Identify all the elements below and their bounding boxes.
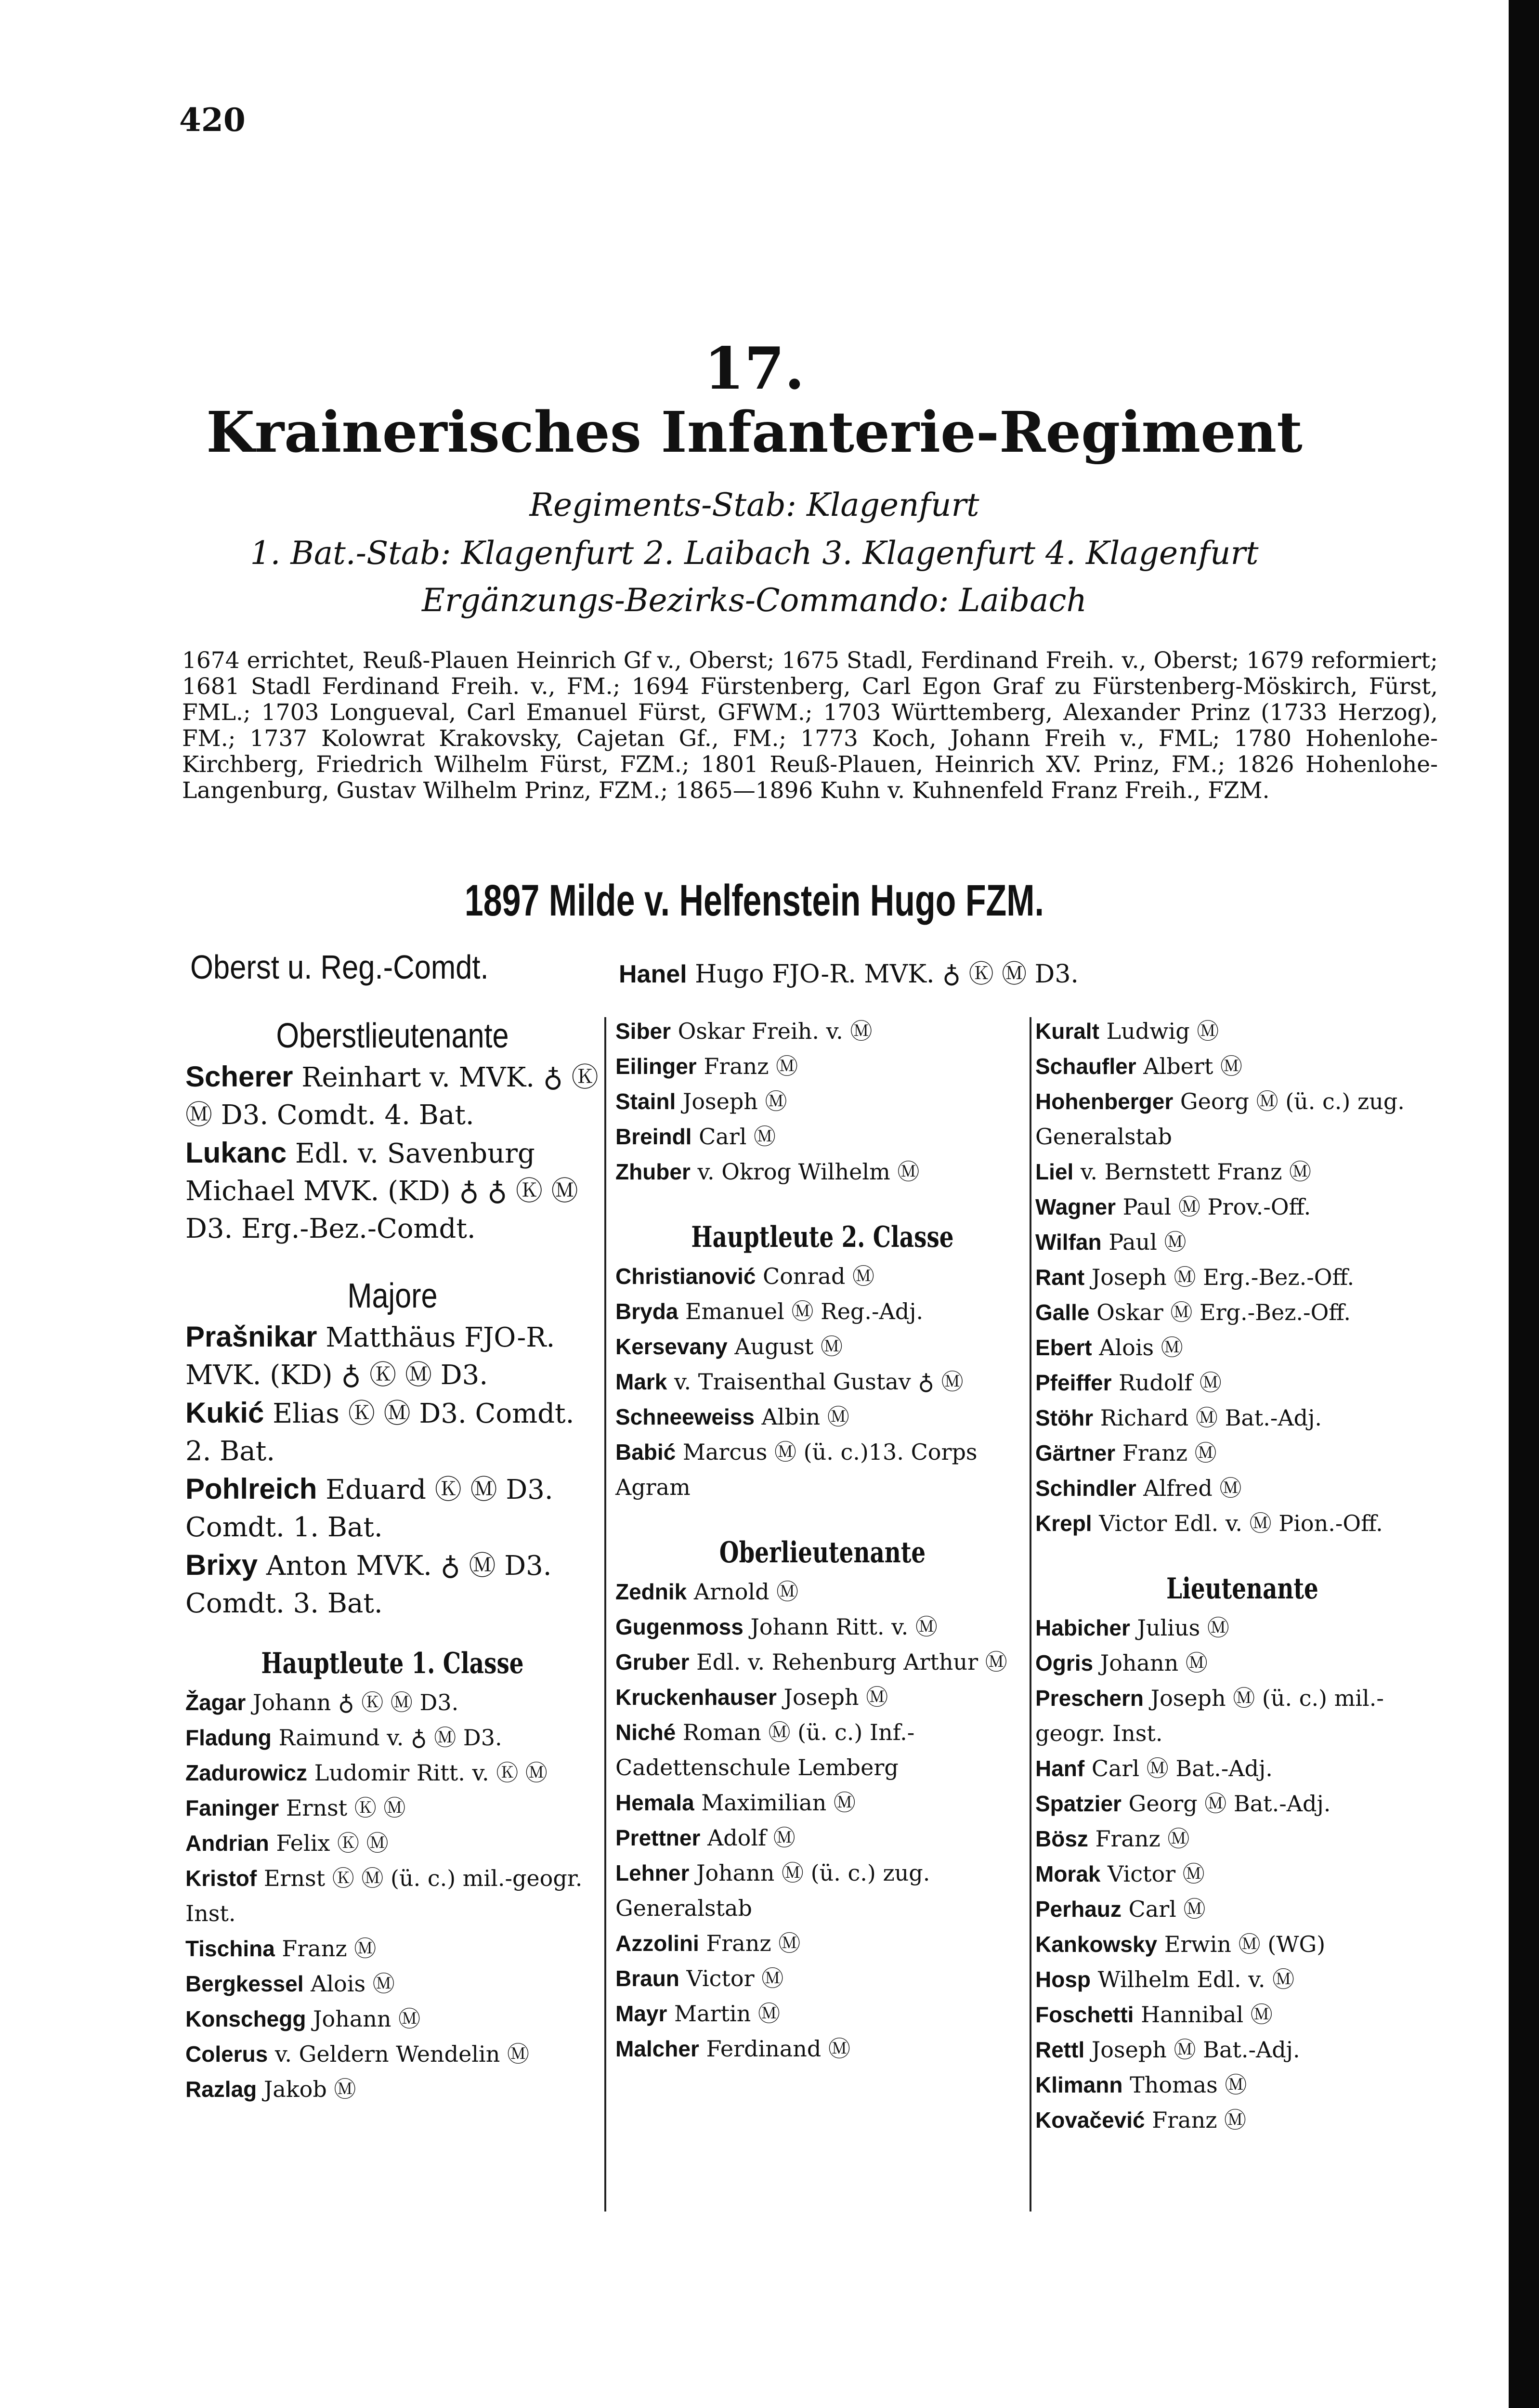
entry-name: Schaufler xyxy=(1035,1054,1136,1079)
list-item xyxy=(615,1610,1030,1645)
section-heading: Lieutenante xyxy=(1166,1572,1318,1606)
list-item xyxy=(185,1720,600,1755)
entry-details: Georg Ⓜ (ü. c.) zug. Generalstab xyxy=(1035,1088,1412,1150)
year-line: 1897 Milde v. Helfenstein Hugo FZM. xyxy=(464,876,1044,925)
section-heading: Oberlieutenante xyxy=(719,1536,926,1570)
entry-name: Pohlreich xyxy=(185,1473,317,1505)
list-item xyxy=(1035,1084,1449,1154)
entry-details: Joseph Ⓜ xyxy=(776,1684,888,1710)
entry-details: Martin Ⓜ xyxy=(667,2001,780,2027)
list-item xyxy=(185,1685,600,1720)
list-item xyxy=(615,1680,1030,1715)
entry-details: Conrad Ⓜ xyxy=(756,1263,875,1289)
oblt-cont-list xyxy=(1035,1014,1449,1541)
oblt-list xyxy=(615,1574,1030,2067)
entry-details: Alois Ⓜ xyxy=(303,1971,395,1997)
entry-name: Christianović xyxy=(615,1264,756,1289)
list-item xyxy=(1035,1154,1449,1190)
entry-name: Morak xyxy=(1035,1861,1101,1886)
entry-name: Foschetti xyxy=(1035,2002,1134,2027)
list-item xyxy=(615,1329,1030,1364)
list-item xyxy=(1035,1049,1449,1084)
majore-list xyxy=(185,1318,600,1623)
entry-details: Matthäus FJO-R. MVK. (KD) ♁ Ⓚ Ⓜ D3. xyxy=(185,1322,564,1391)
entry-name: Schneeweiss xyxy=(615,1404,755,1429)
entry-details: Carl Ⓜ xyxy=(1121,1896,1206,1922)
entry-name: Lehner xyxy=(615,1860,690,1885)
entry-details: Ferdinand Ⓜ xyxy=(699,2036,850,2062)
erganzungs-line: Ergänzungs-Bezirks-Commando: Laibach xyxy=(421,582,1087,619)
entry-name: Bryda xyxy=(615,1299,678,1324)
entry-name: Pfeiffer xyxy=(1035,1370,1112,1395)
list-item xyxy=(185,1394,600,1470)
list-item xyxy=(1035,1506,1449,1541)
list-item xyxy=(185,1755,600,1791)
entry-details: Edl. v. Rehenburg Arthur Ⓜ xyxy=(689,1649,1007,1675)
entry-details: Franz Ⓜ xyxy=(1115,1440,1217,1466)
entry-name: Hohenberger xyxy=(1035,1089,1174,1114)
entry-name: Galle xyxy=(1035,1300,1090,1325)
entry-name: Fladung xyxy=(185,1725,272,1750)
entry-name: Konschegg xyxy=(185,2006,306,2031)
list-item xyxy=(615,1926,1030,1961)
section-heading: Majore xyxy=(347,1277,438,1315)
entry-details: Joseph Ⓜ (ü. c.) mil.-geogr. Inst. xyxy=(1035,1685,1384,1746)
list-item xyxy=(1035,1997,1449,2032)
column-2 xyxy=(615,1014,1030,2067)
entry-details: Wilhelm Edl. v. Ⓜ xyxy=(1091,1966,1295,1992)
list-item xyxy=(185,1966,600,2002)
entry-details: Raimund v. ♁ Ⓜ D3. xyxy=(271,1725,502,1751)
entry-name: Prašnikar xyxy=(185,1321,317,1353)
section-heading: Hauptleute 1. Classe xyxy=(261,1647,524,1680)
entry-name: Razlag xyxy=(185,2077,257,2102)
list-item xyxy=(1035,1927,1449,1962)
entry-name: Klimann xyxy=(1035,2072,1123,2097)
list-item xyxy=(1035,1014,1449,1049)
entry-name: Colerus xyxy=(185,2042,268,2067)
entry-name: Siber xyxy=(615,1019,671,1044)
entry-details: Joseph Ⓜ Bat.-Adj. xyxy=(1084,2037,1300,2063)
entry-name: Faninger xyxy=(185,1795,279,1820)
entry-name: Lukanc xyxy=(185,1137,287,1169)
entry-name: Spatzier xyxy=(1035,1791,1122,1816)
list-item xyxy=(615,1856,1030,1926)
list-item xyxy=(615,1294,1030,1329)
list-item xyxy=(615,1645,1030,1680)
list-item xyxy=(615,1820,1030,1856)
entry-name: Babić xyxy=(615,1440,676,1465)
entry-name: Kankowsky xyxy=(1035,1932,1158,1957)
entry-details: Jakob Ⓜ xyxy=(257,2076,356,2102)
entry-name: Ebert xyxy=(1035,1335,1092,1360)
list-item xyxy=(1035,1400,1449,1436)
entry-name: Habicher xyxy=(1035,1615,1130,1640)
entry-details: Elias Ⓚ Ⓜ D3. Comdt. 2. Bat. xyxy=(185,1398,583,1467)
hptl2-list xyxy=(615,1259,1030,1505)
list-item xyxy=(1035,1681,1449,1751)
entry-details: Franz Ⓜ xyxy=(696,1053,798,1079)
list-item xyxy=(1035,1962,1449,1997)
entry-details: Johann Ⓜ xyxy=(1093,1650,1208,1676)
entry-name: Eilinger xyxy=(615,1054,697,1079)
entry-name: Kruckenhauser xyxy=(615,1685,777,1710)
entry-name: Gugenmoss xyxy=(615,1614,743,1639)
list-item xyxy=(615,1119,1030,1154)
entry-details: Ernst Ⓚ Ⓜ xyxy=(279,1795,406,1821)
entry-details: Adolf Ⓜ xyxy=(700,1825,796,1851)
entry-name: Rettl xyxy=(1035,2037,1085,2062)
entry-details: Victor Edl. v. Ⓜ Pion.-Off. xyxy=(1092,1510,1383,1536)
list-item xyxy=(615,1574,1030,1610)
entry-name: Ogris xyxy=(1035,1650,1094,1675)
entry-details: Johann Ritt. v. Ⓜ xyxy=(743,1614,938,1640)
entry-details: Albert Ⓜ xyxy=(1136,1053,1242,1079)
entry-details: Roman Ⓜ (ü. c.) Inf.-Cadettenschule Lemberg xyxy=(615,1719,915,1780)
hptl1-cont-list xyxy=(615,1014,1030,1190)
list-item xyxy=(1035,1610,1449,1646)
entry-name: Gruber xyxy=(615,1649,690,1675)
list-item xyxy=(185,2002,600,2037)
regiment-history: 1674 errichtet, Reuß-Plauen Heinrich Gf v., Oberst; 1675 Stadl, Ferdinand Freih. v., Oberst; 1679 reformiert; 1681 Stadl Ferdinand Freih. v., FM.; 1694 Fürstenberg, Carl Egon Graf zu Fürstenberg-Möskirch, Fürst, FML.; 1703 Longueval, Carl Emanuel Fürst, GFWM.; 1703 Württemberg, Alexander Prinz (1733 Herzog), FM.; 1737 Kolowrat Krakovsky, Cajetan Gf., FM.; 1773 Koch, Johann Freih v., FML; 1780 Hohenlohe-Kirchberg, Friedrich Wilhelm Fürst, FZM.; 1801 Reuß-Plauen, Heinrich XV. Prinz, FM.; 1826 Hohenlohe-Langenburg, Gustav Wilhelm Prinz, FZM.; 1865—1896 Kuhn v. Kuhnenfeld Franz Freih., FZM. xyxy=(182,647,1438,804)
entry-details: Julius Ⓜ xyxy=(1130,1615,1229,1641)
column-divider xyxy=(1030,1017,1031,2212)
list-item xyxy=(615,1961,1030,1996)
entry-name: Hanf xyxy=(1035,1756,1085,1781)
list-item xyxy=(615,1014,1030,1049)
entry-name: Žagar xyxy=(185,1690,246,1715)
list-item xyxy=(615,1084,1030,1119)
list-item xyxy=(1035,1436,1449,1471)
lt-list xyxy=(1035,1610,1449,2138)
entry-details: Franz Ⓜ xyxy=(274,1936,377,1962)
battalion-staff-line: 1. Bat.-Stab: Klagenfurt 2. Laibach 3. Klagenfurt 4. Klagenfurt xyxy=(250,535,1259,572)
entry-details: Hannibal Ⓜ xyxy=(1134,2002,1273,2028)
entry-name: Kovačević xyxy=(1035,2107,1145,2133)
entry-details: v. Okrog Wilhelm Ⓜ xyxy=(690,1159,920,1185)
entry-name: Stöhr xyxy=(1035,1405,1094,1430)
entry-details: Franz Ⓜ xyxy=(1088,1826,1190,1852)
list-item xyxy=(615,1049,1030,1084)
entry-name: Breindl xyxy=(615,1124,692,1149)
oberst-label: Oberst u. Reg.-Comdt. xyxy=(190,948,489,986)
entry-name: Niché xyxy=(615,1720,676,1745)
entry-name: Kersevany xyxy=(615,1334,728,1359)
regiment-number: 17. xyxy=(704,335,805,403)
list-item xyxy=(1035,2103,1449,2138)
entry-name: Perhauz xyxy=(1035,1897,1122,1922)
list-item xyxy=(1035,1190,1449,1225)
entry-details: Richard Ⓜ Bat.-Adj. xyxy=(1093,1405,1322,1431)
entry-name: Kukić xyxy=(185,1397,264,1429)
list-item xyxy=(185,1470,600,1546)
entry-name: Zhuber xyxy=(615,1159,691,1184)
entry-details: Felix Ⓚ Ⓜ xyxy=(269,1830,389,1856)
entry-details: Albin Ⓜ xyxy=(754,1404,849,1430)
entry-details: Victor Ⓜ xyxy=(679,1965,784,1991)
entry-name: Azzolini xyxy=(615,1931,699,1956)
entry-details: Marcus Ⓜ (ü. c.)13. Corps Agram xyxy=(615,1439,985,1500)
entry-name: Kuralt xyxy=(1035,1019,1099,1044)
entry-details: Carl Ⓜ xyxy=(691,1124,776,1150)
list-item xyxy=(615,1715,1030,1785)
entry-name: Bösz xyxy=(1035,1826,1088,1851)
entry-details: Arnold Ⓜ xyxy=(687,1579,799,1605)
entry-details: Johann Ⓜ (ü. c.) zug. Generalstab xyxy=(615,1860,938,1921)
section-heading: Oberstlieutenante xyxy=(276,1017,509,1055)
list-item xyxy=(615,1364,1030,1400)
list-item xyxy=(185,1134,600,1248)
entry-details: Paul Ⓜ xyxy=(1101,1229,1187,1255)
entry-name: Krepl xyxy=(1035,1511,1092,1536)
entry-details: Alois Ⓜ xyxy=(1092,1335,1183,1361)
oberst-entry xyxy=(619,954,1079,990)
entry-details: Ludwig Ⓜ xyxy=(1099,1018,1219,1044)
entry-name: Wilfan xyxy=(1035,1230,1102,1255)
entry-details: Franz Ⓜ xyxy=(1145,2107,1247,2133)
entry-details: Ludomir Ritt. v. Ⓚ Ⓜ xyxy=(307,1760,548,1786)
entry-name: Brixy xyxy=(185,1549,258,1581)
entry-details: Ernst Ⓚ Ⓜ (ü. c.) mil.-geogr. Inst. xyxy=(185,1865,589,1926)
list-item xyxy=(1035,1260,1449,1295)
entry-details: v. Bernstett Franz Ⓜ xyxy=(1073,1159,1312,1185)
list-item xyxy=(1035,1471,1449,1506)
entry-details: Oskar Ⓜ Erg.-Bez.-Off. xyxy=(1089,1299,1351,1325)
column-divider xyxy=(604,1017,606,2212)
entry-name: Malcher xyxy=(615,2036,699,2061)
entry-details: v. Traisenthal Gustav ♁ Ⓜ xyxy=(667,1369,964,1395)
entry-details: Edl. v. Savenburg Michael MVK. (KD) ♁ ♁ Ⓚ Ⓜ D3. Erg.-Bez.-Comdt. xyxy=(185,1138,587,1244)
entry-details: Hugo FJO-R. MVK. ♁ Ⓚ Ⓜ D3. xyxy=(687,960,1079,989)
entry-details: Rudolf Ⓜ xyxy=(1111,1370,1222,1396)
list-item xyxy=(1035,1786,1449,1821)
entry-details: Reinhart v. MVK. ♁ Ⓚ Ⓜ D3. Comdt. 4. Bat. xyxy=(185,1062,607,1131)
entry-name: Gärtner xyxy=(1035,1440,1116,1466)
entry-name: Hanel xyxy=(619,960,687,988)
oberstlt-list xyxy=(185,1058,607,1248)
entry-name: Hemala xyxy=(615,1790,694,1815)
entry-name: Zadurowicz xyxy=(185,1760,308,1785)
list-item xyxy=(615,1996,1030,2031)
entry-details: Johann ♁ Ⓚ Ⓜ D3. xyxy=(246,1689,459,1715)
list-item xyxy=(1035,1330,1449,1365)
entry-details: Paul Ⓜ Prov.-Off. xyxy=(1115,1194,1311,1220)
list-item xyxy=(1035,1821,1449,1857)
entry-details: Carl Ⓜ Bat.-Adj. xyxy=(1084,1755,1273,1781)
list-item xyxy=(615,1435,1030,1505)
entry-name: Scherer xyxy=(185,1060,293,1093)
entry-name: Stainl xyxy=(615,1089,676,1114)
entry-name: Rant xyxy=(1035,1265,1085,1290)
entry-name: Braun xyxy=(615,1966,679,1991)
list-item xyxy=(615,1259,1030,1294)
list-item xyxy=(185,1931,600,1966)
entry-name: Mark xyxy=(615,1369,667,1394)
entry-details: Joseph Ⓜ xyxy=(676,1088,787,1114)
column-3 xyxy=(1035,1014,1449,2138)
hptl1-list xyxy=(185,1685,600,2107)
entry-details: Erwin Ⓜ (WG) xyxy=(1157,1931,1326,1957)
list-item xyxy=(185,2037,600,2072)
section-heading: Hauptleute 2. Classe xyxy=(691,1220,954,1254)
entry-name: Mayr xyxy=(615,2001,667,2026)
list-item xyxy=(185,2072,600,2107)
list-item xyxy=(185,1791,600,1826)
list-item xyxy=(185,1318,600,1394)
entry-details: Eduard Ⓚ Ⓜ D3. Comdt. 1. Bat. xyxy=(185,1474,562,1543)
regiment-title: Krainerisches Infanterie-Regiment xyxy=(206,400,1303,465)
list-item xyxy=(1035,1295,1449,1330)
list-item xyxy=(1035,1225,1449,1260)
page-number: 420 xyxy=(179,101,246,139)
entry-name: Andrian xyxy=(185,1831,269,1856)
list-item xyxy=(1035,2068,1449,2103)
entry-details: August Ⓜ xyxy=(727,1334,843,1360)
list-item xyxy=(1035,1365,1449,1400)
entry-details: Alfred Ⓜ xyxy=(1136,1475,1242,1501)
entry-name: Wagner xyxy=(1035,1194,1116,1219)
list-item xyxy=(185,1058,607,1134)
entry-details: Georg Ⓜ Bat.-Adj. xyxy=(1121,1791,1331,1817)
list-item xyxy=(185,1861,600,1931)
list-item xyxy=(1035,1892,1449,1927)
scan-edge xyxy=(1509,0,1539,2408)
list-item xyxy=(615,1785,1030,1820)
entry-name: Liel xyxy=(1035,1159,1074,1184)
entry-name: Hosp xyxy=(1035,1967,1091,1992)
list-item xyxy=(615,1400,1030,1435)
list-item xyxy=(1035,1857,1449,1892)
entry-details: Thomas Ⓜ xyxy=(1122,2072,1247,2098)
entry-name: Zednik xyxy=(615,1579,687,1604)
list-item xyxy=(615,2031,1030,2067)
entry-details: v. Geldern Wendelin Ⓜ xyxy=(268,2041,529,2067)
entry-details: Oskar Freih. v. Ⓜ xyxy=(671,1018,873,1044)
list-item xyxy=(185,1546,600,1623)
entry-details: Joseph Ⓜ Erg.-Bez.-Off. xyxy=(1084,1264,1355,1290)
list-item xyxy=(615,1154,1030,1190)
list-item xyxy=(185,1826,600,1861)
entry-name: Prettner xyxy=(615,1825,701,1850)
entry-details: Victor Ⓜ xyxy=(1100,1861,1205,1887)
entry-name: Bergkessel xyxy=(185,1971,304,1996)
entry-name: Kristof xyxy=(185,1866,257,1891)
entry-details: Johann Ⓜ xyxy=(306,2006,421,2032)
entry-name: Schindler xyxy=(1035,1476,1136,1501)
entry-name: Preschern xyxy=(1035,1686,1144,1711)
entry-details: Emanuel Ⓜ Reg.-Adj. xyxy=(678,1298,924,1324)
entry-details: Anton MVK. ♁ Ⓜ D3. Comdt. 3. Bat. xyxy=(185,1550,561,1619)
regiment-staff-line: Regiments-Stab: Klagenfurt xyxy=(529,486,979,523)
list-item xyxy=(1035,1646,1449,1681)
column-1 xyxy=(185,1014,607,2107)
entry-details: Franz Ⓜ xyxy=(699,1930,801,1956)
entry-details: Maximilian Ⓜ xyxy=(694,1790,856,1816)
list-item xyxy=(1035,2032,1449,2068)
entry-name: Tischina xyxy=(185,1936,275,1961)
list-item xyxy=(1035,1751,1449,1786)
